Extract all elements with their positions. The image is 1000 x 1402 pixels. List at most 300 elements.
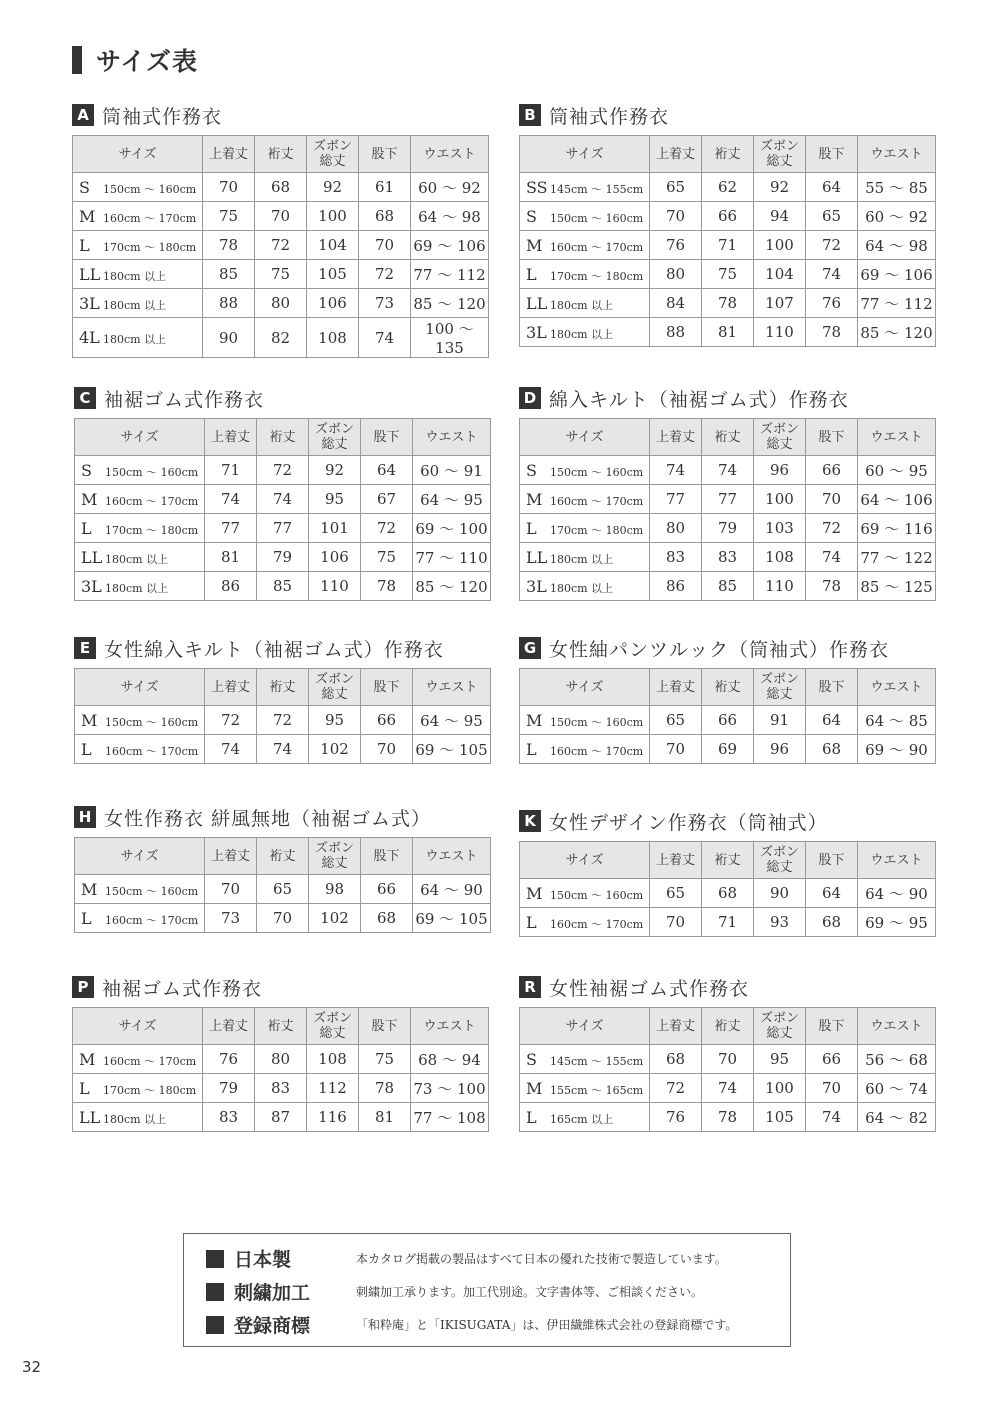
- cell-waist: 77 ～ 108: [411, 1103, 489, 1132]
- cell-waist: 69 ～ 106: [858, 260, 936, 289]
- cell-jacket-length: 70: [650, 202, 702, 231]
- cell-sleeve-length: 65: [257, 875, 309, 904]
- size-section-k: [519, 809, 936, 937]
- header-sleeve-length-label: 裄丈: [267, 1018, 294, 1034]
- cell-sleeve-length: 82: [255, 318, 307, 358]
- cell-jacket-length: 76: [650, 231, 702, 260]
- table-row: [75, 572, 491, 601]
- cell-waist: 64 ～ 90: [858, 879, 936, 908]
- header-size-label: サイズ: [120, 679, 159, 695]
- size-code: M: [526, 235, 543, 255]
- cell-pants-length: 107: [754, 289, 806, 318]
- height-range: 150cm ～ 160cm: [550, 715, 644, 729]
- section-title: 女性綿入キルト（袖裾ゴム式）作務衣: [104, 638, 444, 661]
- cell-jacket-length: 88: [650, 318, 702, 347]
- cell-pants-length: 102: [309, 735, 361, 764]
- section-letter-badge: C: [74, 387, 96, 409]
- size-code: L: [526, 912, 537, 932]
- size-table: [74, 837, 491, 933]
- height-range: 180cm 以上: [103, 298, 167, 312]
- size-code: S: [526, 1049, 537, 1069]
- height-range: 180cm 以上: [103, 333, 167, 346]
- cell-sleeve-length: 69: [702, 735, 754, 764]
- cell-pants-length: 101: [309, 514, 361, 543]
- size-table: [74, 668, 491, 764]
- cell-pants-length: 102: [309, 904, 361, 933]
- cell-waist: 69 ～ 106: [411, 231, 489, 260]
- header-sleeve-length-label: 裄丈: [714, 852, 741, 868]
- height-range: 160cm ～ 170cm: [105, 494, 199, 508]
- cell-jacket-length: 84: [650, 289, 702, 318]
- cell-waist: 64 ～ 95: [413, 706, 491, 735]
- table-row: [520, 514, 936, 543]
- cell-jacket-length: 73: [205, 904, 257, 933]
- table-row: [520, 706, 936, 735]
- table-row: [73, 289, 489, 318]
- cell-waist: 69 ～ 116: [858, 514, 936, 543]
- cell-sleeve-length: 75: [255, 260, 307, 289]
- header-waist-label: ウエスト: [870, 679, 923, 695]
- cell-jacket-length: 86: [650, 572, 702, 601]
- cell-inseam: 64: [361, 456, 413, 485]
- size-code: L: [526, 1107, 537, 1127]
- cell-sleeve-length: 75: [702, 260, 754, 289]
- section-letter-badge: A: [72, 104, 94, 126]
- cell-sleeve-length: 74: [257, 735, 309, 764]
- header-jacket-length-label: 上着丈: [655, 1018, 695, 1034]
- header-pants-length-label: ズボン 総丈: [759, 672, 799, 702]
- table-row: [73, 202, 489, 231]
- header-inseam-label: 股下: [371, 1018, 398, 1034]
- size-code: L: [526, 264, 537, 284]
- header-size-label: サイズ: [565, 852, 604, 868]
- cell-size: [520, 1074, 650, 1103]
- table-row: [520, 572, 936, 601]
- size-code: L: [79, 235, 90, 255]
- cell-size: [520, 456, 650, 485]
- header-size: [520, 669, 650, 706]
- cell-inseam: 81: [359, 1103, 411, 1132]
- cell-pants-length: 91: [754, 706, 806, 735]
- table-header-row: [75, 419, 491, 456]
- cell-jacket-length: 70: [205, 875, 257, 904]
- header-size-label: サイズ: [565, 146, 604, 162]
- cell-sleeve-length: 79: [257, 543, 309, 572]
- height-range: 170cm ～ 180cm: [103, 1083, 197, 1097]
- table-row: [73, 231, 489, 260]
- cell-pants-length: 100: [754, 231, 806, 260]
- cell-size: [520, 260, 650, 289]
- header-size: [520, 1008, 650, 1045]
- size-section-r: [519, 975, 936, 1132]
- header-sleeve-length-label: 裄丈: [267, 146, 294, 162]
- height-range: 145cm ～ 155cm: [550, 1054, 644, 1068]
- cell-size: [73, 318, 203, 358]
- cell-inseam: 70: [806, 485, 858, 514]
- cell-pants-length: 108: [754, 543, 806, 572]
- cell-waist: 73 ～ 100: [411, 1074, 489, 1103]
- cell-waist: 64 ～ 98: [411, 202, 489, 231]
- table-row: [520, 1074, 936, 1103]
- cell-waist: 64 ～ 95: [413, 485, 491, 514]
- table-row: [520, 202, 936, 231]
- height-range: 160cm ～ 170cm: [550, 240, 644, 254]
- header-size-label: サイズ: [118, 146, 157, 162]
- header-waist-label: ウエスト: [870, 852, 923, 868]
- height-range: 170cm ～ 180cm: [550, 269, 644, 283]
- size-code: M: [526, 883, 543, 903]
- cell-pants-length: 98: [309, 875, 361, 904]
- cell-sleeve-length: 68: [702, 879, 754, 908]
- cell-size: [520, 735, 650, 764]
- header-pants-length: [754, 842, 806, 879]
- page-title: [72, 44, 198, 76]
- note-row: [206, 1242, 768, 1275]
- cell-size: [75, 706, 205, 735]
- cell-jacket-length: 74: [205, 735, 257, 764]
- note-text: 本カタログ掲載の製品はすべて日本の優れた技術で製造しています。: [356, 1252, 727, 1266]
- note-text: 「和粋庵」と「IKISUGATA」は、伊田繊維株式会社の登録商標です。: [356, 1318, 738, 1332]
- header-waist-label: ウエスト: [425, 679, 478, 695]
- cell-sleeve-length: 80: [255, 1045, 307, 1074]
- header-size: [520, 842, 650, 879]
- cell-inseam: 70: [806, 1074, 858, 1103]
- table-row: [520, 289, 936, 318]
- height-range: 165cm 以上: [550, 1112, 614, 1126]
- height-range: 170cm ～ 180cm: [103, 240, 197, 254]
- table-row: [73, 1103, 489, 1132]
- table-row: [75, 485, 491, 514]
- size-code: M: [81, 879, 98, 899]
- section-letter-badge: H: [74, 806, 96, 828]
- cell-jacket-length: 77: [650, 485, 702, 514]
- size-section-b: [519, 103, 936, 347]
- cell-inseam: 72: [359, 260, 411, 289]
- header-waist: [858, 669, 936, 706]
- cell-waist: 100 ～ 135: [411, 318, 489, 358]
- height-range: 170cm ～ 180cm: [105, 523, 199, 537]
- header-sleeve-length-label: 裄丈: [714, 429, 741, 445]
- header-pants-length: [307, 136, 359, 173]
- section-title: 女性紬パンツルック（筒袖式）作務衣: [549, 638, 890, 661]
- header-sleeve-length: [255, 1008, 307, 1045]
- cell-jacket-length: 70: [203, 173, 255, 202]
- size-code: S: [79, 177, 90, 197]
- size-code: L: [526, 739, 537, 759]
- cell-sleeve-length: 66: [702, 706, 754, 735]
- header-jacket-length-label: 上着丈: [655, 852, 695, 868]
- cell-pants-length: 104: [307, 231, 359, 260]
- cell-size: [520, 202, 650, 231]
- cell-pants-length: 105: [307, 260, 359, 289]
- cell-waist: 77 ～ 122: [858, 543, 936, 572]
- cell-waist: 64 ～ 90: [413, 875, 491, 904]
- header-inseam: [806, 136, 858, 173]
- cell-pants-length: 103: [754, 514, 806, 543]
- size-code: L: [81, 739, 92, 759]
- cell-inseam: 66: [361, 706, 413, 735]
- cell-jacket-length: 90: [203, 318, 255, 358]
- cell-inseam: 74: [806, 260, 858, 289]
- header-inseam-label: 股下: [818, 852, 845, 868]
- size-section-h: [74, 805, 491, 933]
- header-waist-label: ウエスト: [870, 146, 923, 162]
- header-pants-length: [309, 838, 361, 875]
- cell-pants-length: 93: [754, 908, 806, 937]
- cell-waist: 69 ～ 95: [858, 908, 936, 937]
- header-waist: [858, 1008, 936, 1045]
- cell-size: [520, 289, 650, 318]
- header-inseam: [806, 1008, 858, 1045]
- cell-size: [73, 260, 203, 289]
- table-row: [520, 173, 936, 202]
- size-code: L: [81, 518, 92, 538]
- height-range: 150cm ～ 160cm: [105, 715, 199, 729]
- cell-sleeve-length: 62: [702, 173, 754, 202]
- header-sleeve-length: [255, 136, 307, 173]
- header-jacket-length: [205, 669, 257, 706]
- header-waist: [858, 842, 936, 879]
- cell-inseam: 72: [806, 231, 858, 260]
- section-title: 綿入キルト（袖裾ゴム式）作務衣: [549, 388, 849, 411]
- section-title: 筒袖式作務衣: [102, 105, 223, 128]
- header-pants-length-label: ズボン 総丈: [759, 422, 799, 452]
- size-code: M: [526, 710, 543, 730]
- cell-jacket-length: 76: [203, 1045, 255, 1074]
- cell-sleeve-length: 80: [255, 289, 307, 318]
- section-title: 女性デザイン作務衣（筒袖式）: [549, 811, 828, 834]
- cell-pants-length: 110: [309, 572, 361, 601]
- section-title: 袖裾ゴム式作務衣: [104, 388, 265, 411]
- section-heading: [519, 386, 936, 410]
- header-size: [73, 1008, 203, 1045]
- size-section-c: [74, 386, 491, 601]
- size-table: [72, 1007, 489, 1132]
- header-pants-length-label: ズボン 総丈: [312, 1011, 352, 1041]
- table-row: [520, 318, 936, 347]
- cell-pants-length: 95: [754, 1045, 806, 1074]
- header-size-label: サイズ: [120, 848, 159, 864]
- header-pants-length-label: ズボン 総丈: [759, 845, 799, 875]
- note-row: [206, 1308, 768, 1341]
- section-title: 筒袖式作務衣: [549, 105, 670, 128]
- cell-waist: 77 ～ 110: [413, 543, 491, 572]
- cell-pants-length: 95: [309, 706, 361, 735]
- table-header-row: [73, 1008, 489, 1045]
- size-code: SS: [526, 177, 548, 197]
- height-range: 180cm 以上: [105, 552, 169, 566]
- table-row: [520, 908, 936, 937]
- cell-pants-length: 104: [754, 260, 806, 289]
- header-jacket-length: [203, 1008, 255, 1045]
- header-inseam-label: 股下: [373, 679, 400, 695]
- cell-inseam: 78: [359, 1074, 411, 1103]
- cell-waist: 64 ～ 82: [858, 1103, 936, 1132]
- size-code: LL: [81, 547, 103, 567]
- cell-inseam: 75: [359, 1045, 411, 1074]
- header-pants-length: [754, 1008, 806, 1045]
- cell-waist: 64 ～ 85: [858, 706, 936, 735]
- cell-jacket-length: 65: [650, 706, 702, 735]
- cell-inseam: 78: [806, 318, 858, 347]
- size-section-g: [519, 636, 936, 764]
- height-range: 180cm 以上: [105, 581, 169, 595]
- cell-sleeve-length: 71: [702, 231, 754, 260]
- cell-size: [73, 231, 203, 260]
- cell-pants-length: 92: [309, 456, 361, 485]
- cell-sleeve-length: 66: [702, 202, 754, 231]
- cell-size: [520, 572, 650, 601]
- section-letter-badge: E: [74, 637, 96, 659]
- size-code: 4L: [79, 328, 100, 347]
- cell-sleeve-length: 70: [255, 202, 307, 231]
- note-label: 登録商標: [234, 1315, 311, 1337]
- height-range: 160cm ～ 170cm: [550, 494, 644, 508]
- header-sleeve-length: [702, 842, 754, 879]
- cell-sleeve-length: 83: [255, 1074, 307, 1103]
- header-inseam-label: 股下: [818, 429, 845, 445]
- cell-waist: 55 ～ 85: [858, 173, 936, 202]
- cell-inseam: 68: [806, 908, 858, 937]
- table-row: [73, 260, 489, 289]
- size-table: [519, 1007, 936, 1132]
- cell-waist: 69 ～ 105: [413, 904, 491, 933]
- section-heading: [74, 636, 491, 660]
- header-sleeve-length-label: 裄丈: [714, 146, 741, 162]
- header-jacket-length-label: 上着丈: [208, 1018, 248, 1034]
- cell-size: [75, 456, 205, 485]
- header-pants-length: [307, 1008, 359, 1045]
- cell-pants-length: 100: [307, 202, 359, 231]
- cell-jacket-length: 70: [650, 908, 702, 937]
- cell-size: [73, 202, 203, 231]
- header-size: [75, 838, 205, 875]
- cell-inseam: 66: [806, 456, 858, 485]
- height-range: 160cm ～ 170cm: [550, 917, 644, 931]
- section-title: 女性袖裾ゴム式作務衣: [549, 977, 750, 1000]
- size-code: 3L: [526, 576, 547, 596]
- header-sleeve-length-label: 裄丈: [714, 679, 741, 695]
- header-jacket-length-label: 上着丈: [210, 429, 250, 445]
- size-code: 3L: [81, 576, 102, 596]
- header-pants-length-label: ズボン 総丈: [314, 672, 354, 702]
- section-heading: [519, 103, 936, 127]
- cell-sleeve-length: 81: [702, 318, 754, 347]
- header-waist-label: ウエスト: [425, 429, 478, 445]
- cell-inseam: 78: [361, 572, 413, 601]
- note-square-mark: [206, 1250, 224, 1268]
- header-inseam-label: 股下: [818, 679, 845, 695]
- cell-inseam: 64: [806, 173, 858, 202]
- cell-jacket-length: 86: [205, 572, 257, 601]
- header-inseam: [806, 419, 858, 456]
- cell-jacket-length: 70: [650, 735, 702, 764]
- cell-inseam: 76: [806, 289, 858, 318]
- size-code: M: [79, 1049, 96, 1069]
- header-inseam-label: 股下: [371, 146, 398, 162]
- size-code: L: [81, 908, 92, 928]
- size-code: M: [81, 710, 98, 730]
- cell-sleeve-length: 72: [255, 231, 307, 260]
- header-waist: [411, 1008, 489, 1045]
- cell-pants-length: 95: [309, 485, 361, 514]
- size-section-p: [72, 975, 489, 1132]
- header-sleeve-length: [702, 419, 754, 456]
- cell-waist: 69 ～ 90: [858, 735, 936, 764]
- height-range: 150cm ～ 160cm: [550, 888, 644, 902]
- header-waist: [411, 136, 489, 173]
- header-pants-length-label: ズボン 総丈: [314, 422, 354, 452]
- cell-waist: 77 ～ 112: [411, 260, 489, 289]
- section-heading: [72, 103, 489, 127]
- header-size-label: サイズ: [565, 679, 604, 695]
- cell-pants-length: 100: [754, 485, 806, 514]
- height-range: 180cm 以上: [550, 552, 614, 566]
- size-table: [519, 418, 936, 601]
- size-code: M: [81, 489, 98, 509]
- cell-size: [73, 1103, 203, 1132]
- cell-sleeve-length: 72: [257, 456, 309, 485]
- cell-jacket-length: 88: [203, 289, 255, 318]
- note-square-mark: [206, 1316, 224, 1334]
- cell-size: [520, 543, 650, 572]
- header-waist: [413, 838, 491, 875]
- table-row: [73, 1074, 489, 1103]
- cell-inseam: 75: [361, 543, 413, 572]
- cell-sleeve-length: 77: [257, 514, 309, 543]
- cell-sleeve-length: 68: [255, 173, 307, 202]
- cell-waist: 68 ～ 94: [411, 1045, 489, 1074]
- cell-size: [75, 875, 205, 904]
- table-header-row: [75, 669, 491, 706]
- cell-pants-length: 112: [307, 1074, 359, 1103]
- cell-jacket-length: 83: [203, 1103, 255, 1132]
- cell-inseam: 78: [806, 572, 858, 601]
- cell-sleeve-length: 74: [702, 456, 754, 485]
- note-label: 日本製: [234, 1249, 292, 1271]
- cell-jacket-length: 74: [205, 485, 257, 514]
- header-inseam: [806, 842, 858, 879]
- header-waist-label: ウエスト: [870, 429, 923, 445]
- cell-jacket-length: 83: [650, 543, 702, 572]
- header-jacket-length: [650, 136, 702, 173]
- cell-size: [73, 1074, 203, 1103]
- height-range: 145cm ～ 155cm: [550, 182, 644, 196]
- header-waist: [413, 419, 491, 456]
- cell-sleeve-length: 74: [257, 485, 309, 514]
- header-waist-label: ウエスト: [423, 1018, 476, 1034]
- header-inseam-label: 股下: [373, 848, 400, 864]
- header-waist: [858, 136, 936, 173]
- cell-jacket-length: 77: [205, 514, 257, 543]
- header-sleeve-length: [702, 1008, 754, 1045]
- cell-inseam: 66: [806, 1045, 858, 1074]
- cell-size: [75, 572, 205, 601]
- size-code: S: [526, 460, 537, 480]
- height-range: 180cm 以上: [103, 269, 167, 283]
- header-size: [73, 136, 203, 173]
- note-text: 刺繍加工承ります。加工代別途。文字書体等、ご相談ください。: [356, 1285, 704, 1299]
- cell-size: [520, 879, 650, 908]
- cell-waist: 64 ～ 106: [858, 485, 936, 514]
- cell-size: [75, 514, 205, 543]
- cell-size: [520, 173, 650, 202]
- size-code: LL: [526, 293, 548, 313]
- header-jacket-length: [203, 136, 255, 173]
- cell-waist: 85 ～ 125: [858, 572, 936, 601]
- header-size-label: サイズ: [118, 1018, 157, 1034]
- header-size: [75, 669, 205, 706]
